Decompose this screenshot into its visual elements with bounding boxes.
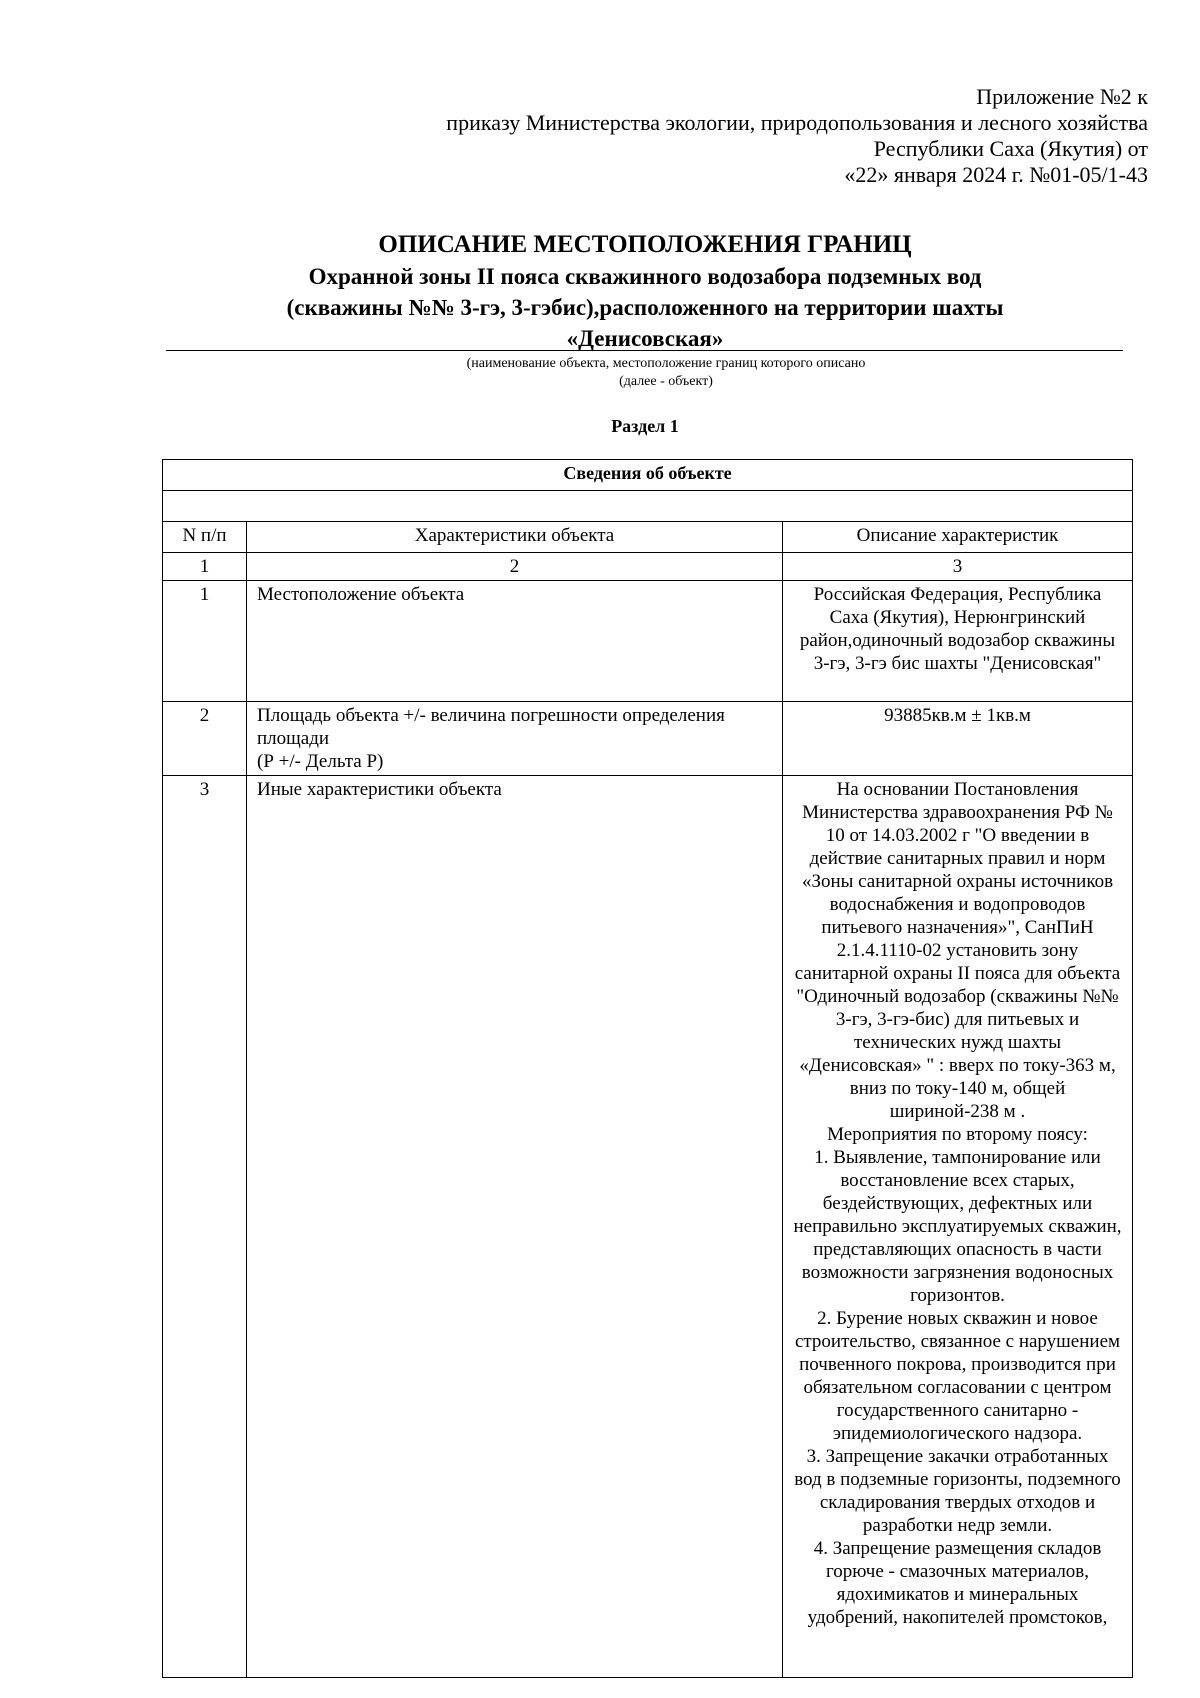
object-caption: [166, 355, 1166, 391]
caption-line-2: (далее - объект): [619, 374, 713, 389]
description-paragraph-6: 4. Запрещение размещения складов горюче - смазочных материалов, ядохимикатов и минеральных удобрений, накопителей промстоков,: [807, 1538, 1108, 1628]
header-line-2: приказу Министерства экологии, природопользования и лесного хозяйства: [446, 110, 1148, 135]
row-characteristic-text: Площадь объекта +/- величина погрешности определения площади: [257, 705, 725, 749]
header-line-1: Приложение №2 к: [976, 84, 1148, 109]
header-line-3: Республики Саха (Якутия) от: [873, 136, 1148, 161]
column-number-2: 2: [247, 553, 783, 581]
row-number: 2: [163, 702, 247, 776]
title-main: ОПИСАНИЕ МЕСТОПОЛОЖЕНИЯ ГРАНИЦ: [378, 231, 912, 258]
document-header: [248, 84, 1148, 188]
row-description: Российская Федерация, Республика Саха (Якутия), Нерюнгринский район,одиночный водозабор скважины 3-гэ, 3-гэ бис шахты "Денисовская": [783, 581, 1133, 702]
title-line-3: «Денисовская»: [566, 326, 724, 351]
description-paragraph-5: 3. Запрещение закачки отработанных вод в подземные горизонты, подземного складирования твердых отходов и разработки недр земли.: [794, 1446, 1121, 1536]
table-row: [163, 776, 1133, 1678]
row-characteristic-extra: (Р +/- Дельта Р): [257, 751, 384, 772]
row-characteristic: Иные характеристики объекта: [247, 776, 783, 1678]
object-info-table: [162, 459, 1133, 1678]
row-description: 93885кв.м ± 1кв.м: [783, 702, 1133, 776]
title-line-1: Охранной зоны II пояса скважинного водозабора подземных вод: [308, 264, 982, 289]
caption-line-1: (наименование объекта, местоположение границ которого описано: [466, 356, 866, 371]
title-underline: [166, 350, 1123, 351]
header-characteristics: Характеристики объекта: [247, 522, 783, 553]
empty-cell: [163, 491, 1133, 522]
row-characteristic: Местоположение объекта: [247, 581, 783, 702]
table-row: [163, 581, 1133, 702]
table-empty-row: [163, 491, 1133, 522]
header-description: Описание характеристик: [783, 522, 1133, 553]
table-caption-row: [163, 460, 1133, 491]
table-column-numbers-row: [163, 553, 1133, 581]
row-description: [783, 776, 1133, 1678]
table-row: [163, 702, 1133, 776]
section-title: Раздел 1: [611, 416, 679, 436]
document-title: [166, 229, 1124, 354]
description-paragraph-2: Мероприятия по второму поясу:: [827, 1124, 1088, 1145]
row-characteristic: [247, 702, 783, 776]
table-header-row: [163, 522, 1133, 553]
row-number: 3: [163, 776, 247, 1678]
description-paragraph-4: 2. Бурение новых скважин и новое строительство, связанное с нарушением почвенного покрова, производится при обязательном согласовании с центром государственного санитарно - эпидемиологического надзора.: [794, 1308, 1121, 1444]
description-paragraph-3: 1. Выявление, тампонирование или восстановление всех старых, бездействующих, дефектных или неправильно эксплуатируемых скважин, представляющих опасность в части возможности загрязнения водоносных горизонтов.: [793, 1147, 1122, 1306]
column-number-1: 1: [163, 553, 247, 581]
table-caption: Сведения об объекте: [163, 460, 1133, 491]
header-line-4: «22» января 2024 г. №01-05/1-43: [844, 162, 1148, 187]
description-paragraph-1: На основании Постановления Министерства здравоохранения РФ № 10 от 14.03.2002 г "О введении в действие санитарных правил и норм «Зоны санитарной охраны источников водоснабжения и водопроводов питьевого назначения»", СанПиН 2.1.4.1110-02 установить зону санитарной охраны II пояса для объекта "Одиночный водозабор (скважины №№ 3-гэ, 3-гэ-бис) для питьевых и технических нужд шахты «Денисовская» " : вверх по току-363 м, вниз по току-140 м, общей шириной-238 м .: [794, 779, 1121, 1122]
row-number: 1: [163, 581, 247, 702]
header-num: N п/п: [163, 522, 247, 553]
column-number-3: 3: [783, 553, 1133, 581]
title-line-2: (скважины №№ 3-гэ, 3-гэбис),расположенного на территории шахты: [286, 295, 1004, 320]
